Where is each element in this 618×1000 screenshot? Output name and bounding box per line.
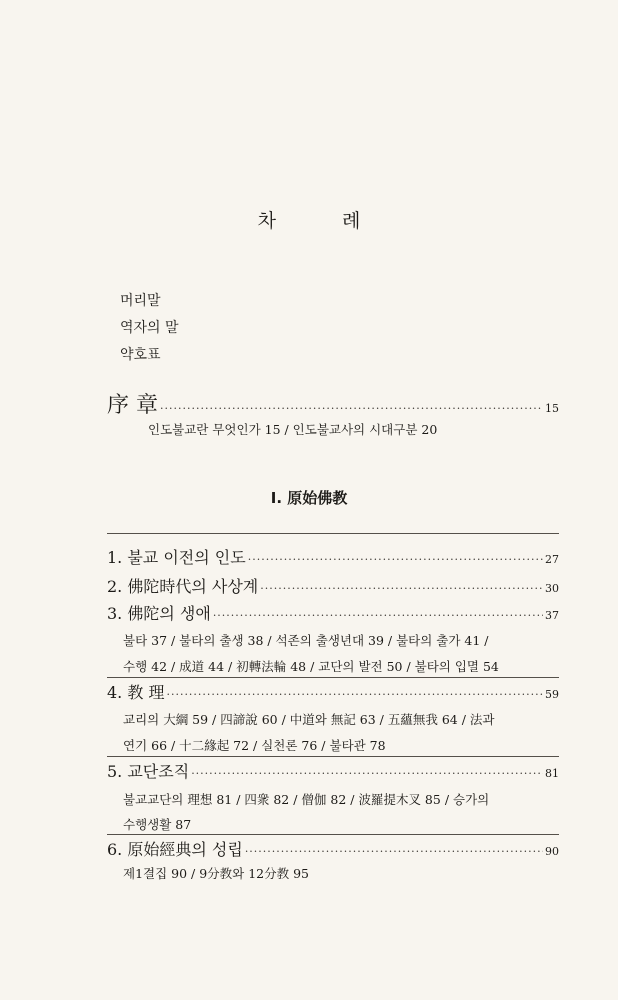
entry-page-number: 15 <box>545 402 559 415</box>
toc-entry-chapter-3[interactable] <box>107 601 559 624</box>
entry-label: 2. 佛陀時代의 사상계 <box>107 577 259 596</box>
entry-page-number: 59 <box>545 688 559 701</box>
divider <box>107 834 559 835</box>
entry-subtopics: 교리의 大綱 59 / 四諦說 60 / 中道와 無記 63 / 五蘊無我 64 / 法과 <box>123 712 495 727</box>
leader-dots <box>166 688 543 701</box>
toc-entry-chapter-6[interactable] <box>107 837 559 860</box>
entry-page-number: 37 <box>545 609 559 622</box>
toc-entry-intro[interactable] <box>107 388 559 419</box>
leader-dots <box>260 582 543 595</box>
divider <box>107 677 559 678</box>
entry-label: 序 章 <box>107 393 158 418</box>
entry-subtopics: 수행생활 87 <box>123 817 192 832</box>
leader-dots <box>245 845 543 858</box>
entry-label: 5. 교단조직 <box>107 762 190 781</box>
leader-dots <box>160 402 543 415</box>
leader-dots <box>191 767 543 780</box>
entry-subtopics: 제1결집 90 / 9分教와 12分教 95 <box>123 866 310 881</box>
front-matter-preface[interactable]: 머리말 <box>120 293 161 309</box>
leader-dots <box>213 609 543 622</box>
entry-subtopics: 불타 37 / 불타의 출생 38 / 석존의 출생년대 39 / 불타의 출가 41 / <box>123 633 489 648</box>
toc-entry-chapter-4[interactable] <box>107 680 559 703</box>
toc-entry-chapter-5[interactable] <box>107 759 559 782</box>
page-title: 차 례 <box>257 210 391 232</box>
entry-label: 4. 教 理 <box>107 683 165 702</box>
part-title: I. 原始佛教 <box>270 489 348 507</box>
divider <box>107 756 559 757</box>
leader-dots <box>248 553 543 566</box>
front-matter-abbreviations[interactable]: 약호표 <box>120 347 161 363</box>
entry-subtopics: 인도불교란 무엇인가 15 / 인도불교사의 시대구분 20 <box>148 422 438 437</box>
entry-label: 3. 佛陀의 생애 <box>107 604 211 623</box>
entry-label: 6. 原始經典의 성립 <box>107 840 243 859</box>
entry-subtopics: 수행 42 / 成道 44 / 初轉法輪 48 / 교단의 발전 50 / 불타의 입멸 54 <box>123 659 499 674</box>
entry-page-number: 27 <box>545 553 559 566</box>
toc-entry-chapter-1[interactable] <box>107 545 559 568</box>
entry-subtopics: 불교교단의 理想 81 / 四衆 82 / 僧伽 82 / 波羅提木叉 85 / 승가의 <box>123 792 490 807</box>
entry-subtopics: 연기 66 / 十二緣起 72 / 실천론 76 / 불타관 78 <box>123 738 386 753</box>
entry-page-number: 81 <box>545 767 559 780</box>
entry-page-number: 90 <box>545 845 559 858</box>
entry-label: 1. 불교 이전의 인도 <box>107 548 246 567</box>
toc-entry-chapter-2[interactable] <box>107 574 559 597</box>
entry-page-number: 30 <box>545 582 559 595</box>
divider <box>107 533 559 534</box>
front-matter-translator-note[interactable]: 역자의 말 <box>120 320 179 336</box>
